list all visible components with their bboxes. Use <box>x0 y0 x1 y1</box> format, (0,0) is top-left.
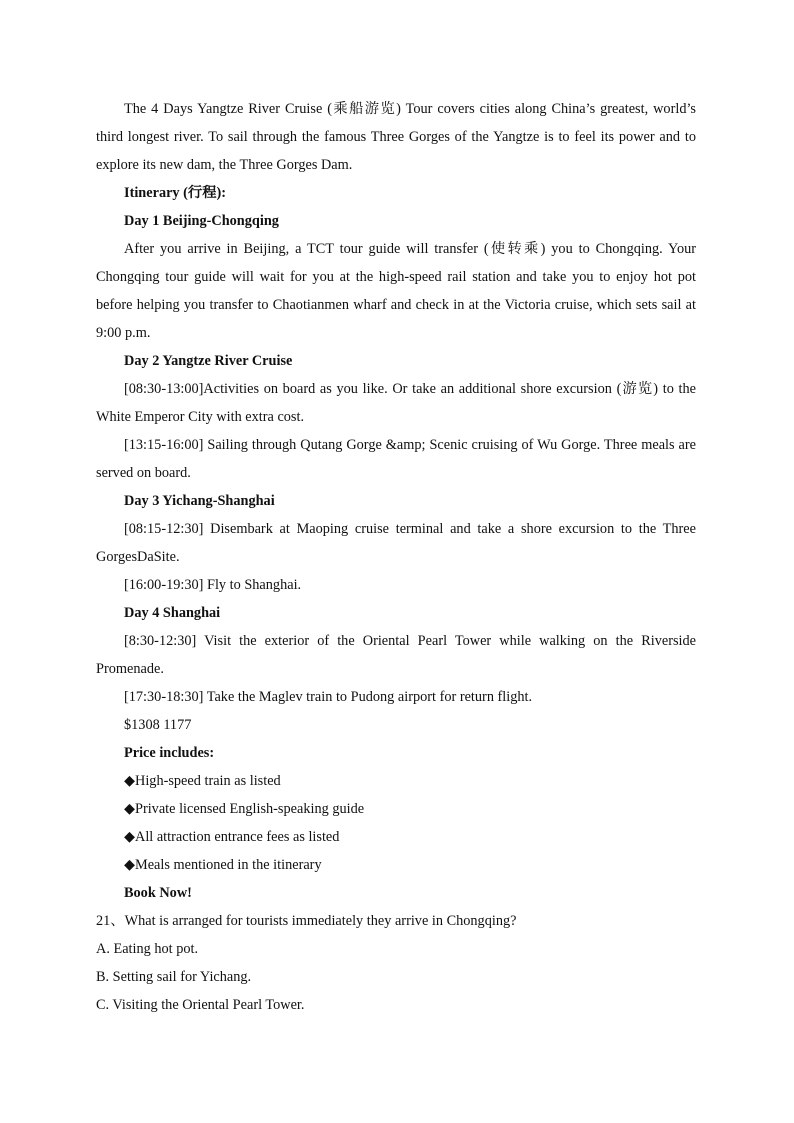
answer-option-b: B. Setting sail for Yichang. <box>96 969 252 985</box>
includes-item: ◆High-speed train as listed <box>124 773 281 789</box>
day4-item2: [17:30-18:30] Take the Maglev train to Pudong airport for return flight. <box>124 689 533 705</box>
day3-title: Day 3 Yichang-Shanghai <box>124 493 275 509</box>
includes-item: ◆Private licensed English-speaking guide <box>124 801 365 817</box>
day4-item1: [8:30-12:30] Visit the exterior of the Oriental Pearl Tower while walking on the Riverside Promenade. <box>96 633 696 677</box>
price-includes-heading: Price includes: <box>124 745 215 761</box>
answer-option-a: A. Eating hot pot. <box>96 941 199 957</box>
itinerary-heading: Itinerary (行程): <box>124 185 227 201</box>
price-text: $1308 1177 <box>124 717 192 733</box>
day3-item1: [08:15-12:30] Disembark at Maoping cruise terminal and take a shore excursion to the Three GorgesDaSite. <box>96 521 696 565</box>
day2-item2: [13:15-16:00] Sailing through Qutang Gorge &amp; Scenic cruising of Wu Gorge. Three meals are served on board. <box>96 437 696 481</box>
day1-title: Day 1 Beijing-Chongqing <box>124 213 279 229</box>
includes-item: ◆Meals mentioned in the itinerary <box>124 857 322 873</box>
day4-title: Day 4 Shanghai <box>124 605 221 621</box>
includes-item: ◆All attraction entrance fees as listed <box>124 829 340 845</box>
book-now-text: Book Now! <box>124 885 192 901</box>
day2-title: Day 2 Yangtze River Cruise <box>124 353 293 369</box>
question-21: 21、What is arranged for tourists immediately they arrive in Chongqing? <box>96 913 517 929</box>
document-page <box>96 95 696 1019</box>
day2-item1: [08:30-13:00]Activities on board as you like. Or take an additional shore excursion (游览) to the White Emperor City with extra cost. <box>96 381 696 425</box>
day1-text: After you arrive in Beijing, a TCT tour guide will transfer (使转乘) you to Chongqing. Your Chongqing tour guide will wait for you at the high-speed rail station and take you to enjoy hot pot before helping you transfer to Chaotianmen wharf and check in at the Victoria cruise, which sets sail at 9:00 p.m. <box>96 241 696 341</box>
answer-option-c: C. Visiting the Oriental Pearl Tower. <box>96 997 305 1013</box>
day3-item2: [16:00-19:30] Fly to Shanghai. <box>124 577 302 593</box>
intro-paragraph: The 4 Days Yangtze River Cruise (乘船游览) Tour covers cities along China’s greatest, world’s third longest river. To sail through the famous Three Gorges of the Yangtze is to feel its power and to explore its new dam, the Three Gorges Dam. <box>96 101 696 173</box>
